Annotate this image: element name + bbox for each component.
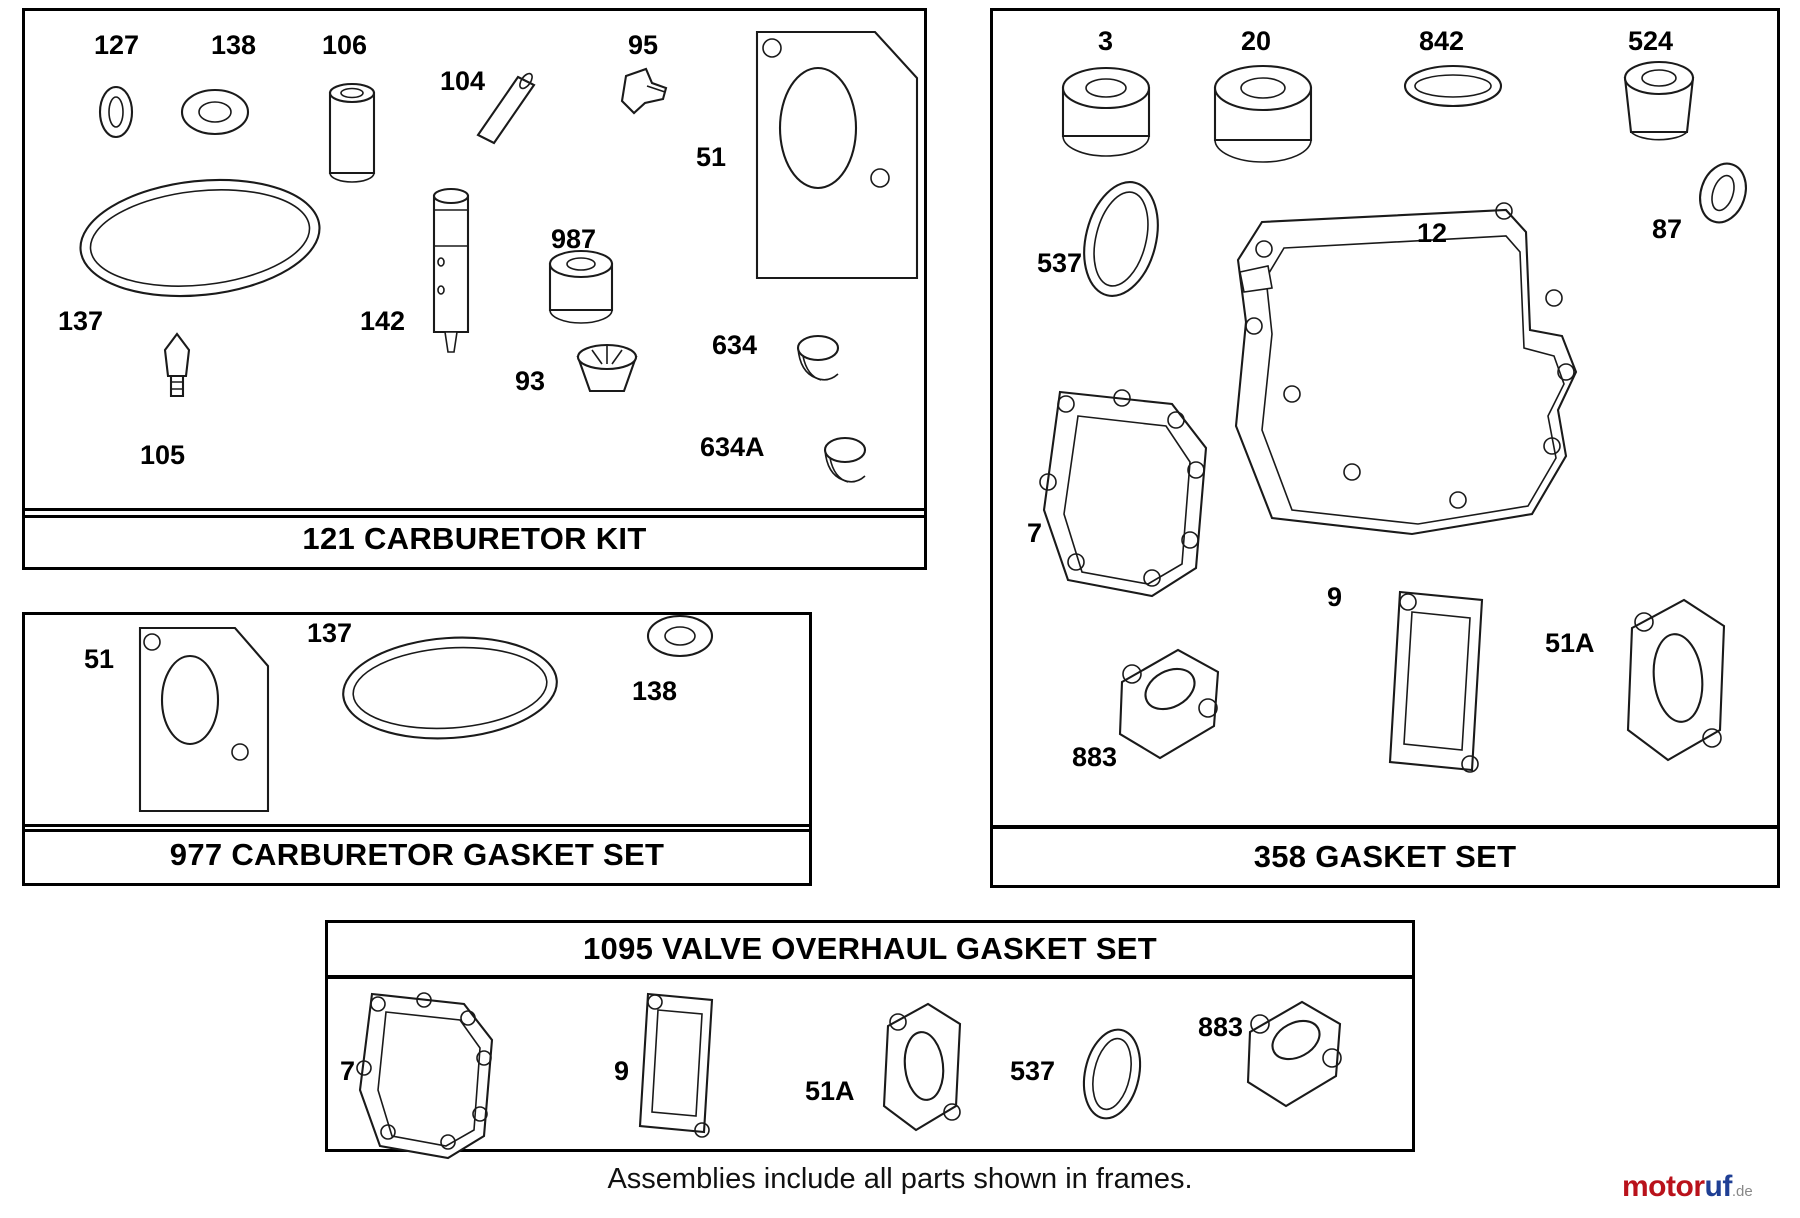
watermark-part2: uf: [1704, 1170, 1732, 1203]
label-vo-883: 883: [1198, 1012, 1244, 1042]
label-9: 9: [1327, 582, 1343, 612]
label-cg-51: 51: [84, 644, 115, 674]
label-142: 142: [360, 306, 406, 336]
label-95: 95: [628, 30, 659, 60]
label-987: 987: [551, 224, 597, 254]
label-127: 127: [94, 30, 140, 60]
label-51: 51: [696, 142, 727, 172]
label-883: 883: [1072, 742, 1118, 772]
panel-title-text: 977 CARBURETOR GASKET SET: [169, 837, 665, 872]
label-104: 104: [440, 66, 486, 96]
panel-title-text: 121 CARBURETOR KIT: [302, 521, 647, 556]
watermark-part1: motor: [1622, 1170, 1705, 1203]
label-vo-9: 9: [614, 1056, 630, 1086]
label-842: 842: [1419, 26, 1465, 56]
label-20: 20: [1241, 26, 1272, 56]
footer-note: Assemblies include all parts shown in frames.: [607, 1163, 1193, 1195]
label-12: 12: [1417, 218, 1448, 248]
watermark-motoruf: [1622, 1170, 1753, 1204]
label-vo-537: 537: [1010, 1056, 1056, 1086]
panel-title-text: 1095 VALVE OVERHAUL GASKET SET: [582, 931, 1158, 966]
label-137: 137: [58, 306, 104, 336]
label-cg-138: 138: [632, 676, 678, 706]
label-7: 7: [1027, 518, 1043, 548]
label-3: 3: [1098, 26, 1114, 56]
label-cg-137: 137: [307, 618, 353, 648]
label-93: 93: [515, 366, 546, 396]
label-vo-7: 7: [340, 1056, 356, 1086]
label-524: 524: [1628, 26, 1674, 56]
label-106: 106: [322, 30, 368, 60]
watermark-suffix: .de: [1731, 1183, 1753, 1200]
label-634: 634: [712, 330, 758, 360]
label-634A: 634A: [700, 432, 765, 462]
label-51A: 51A: [1545, 628, 1595, 658]
label-105: 105: [140, 440, 186, 470]
label-vo-51A: 51A: [805, 1076, 855, 1106]
label-138: 138: [211, 30, 257, 60]
label-87: 87: [1652, 214, 1683, 244]
label-537: 537: [1037, 248, 1083, 278]
panel-title-text: 358 GASKET SET: [1253, 839, 1517, 874]
